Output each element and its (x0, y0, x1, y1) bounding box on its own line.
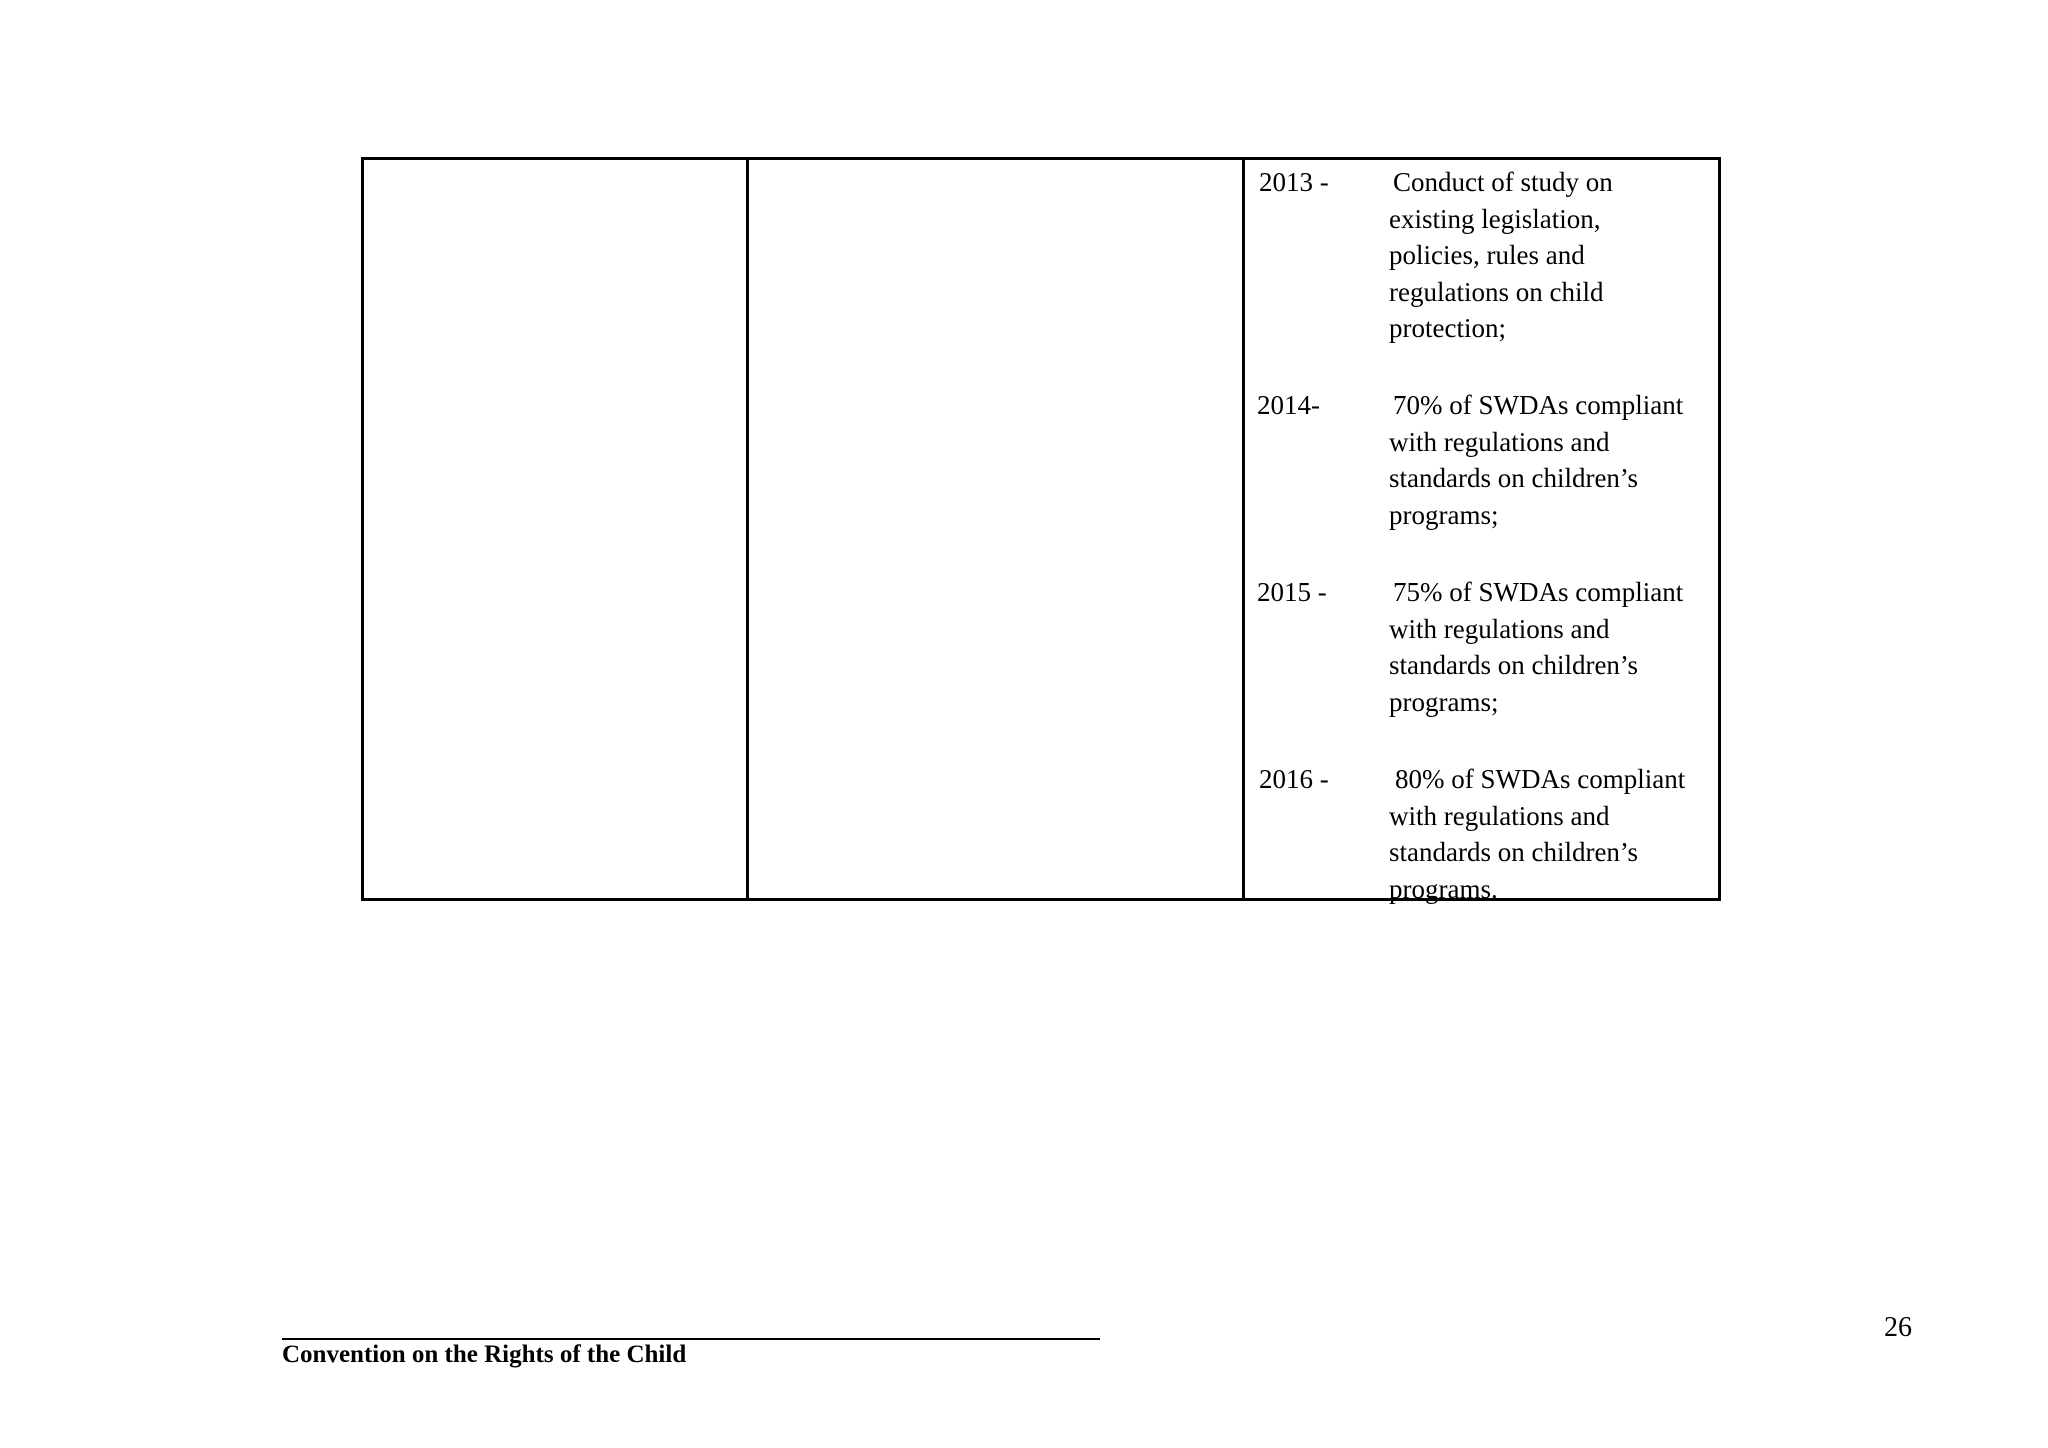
targets-cell (1245, 160, 1718, 904)
target-line: Conduct of study on (1393, 167, 1613, 197)
footer-rule (282, 1338, 1100, 1340)
target-line: 75% of SWDAs compliant (1393, 577, 1684, 607)
target-line: programs; (1389, 686, 1499, 717)
target-line: programs; (1389, 499, 1499, 530)
target-line: programs. (1389, 873, 1498, 904)
target-line: with regulations and (1389, 800, 1610, 831)
targets-table (361, 157, 1721, 904)
table-cell-empty-1 (364, 160, 746, 898)
target-line: existing legislation, (1389, 203, 1601, 234)
target-line: 80% of SWDAs compliant (1395, 764, 1686, 794)
target-line: standards on children’s (1389, 463, 1638, 493)
target-line: regulations on child (1389, 276, 1604, 307)
target-year: 2013 - (1259, 167, 1329, 197)
table-cell-empty-2 (749, 160, 1242, 898)
target-line: with regulations and (1389, 426, 1610, 457)
page-number: 26 (1884, 1312, 1912, 1343)
target-year: 2014- (1257, 390, 1320, 420)
target-year: 2016 - (1259, 764, 1329, 794)
target-line: with regulations and (1389, 613, 1610, 644)
target-year: 2015 - (1257, 577, 1327, 607)
target-line: policies, rules and (1389, 240, 1585, 270)
target-line: standards on children’s (1389, 650, 1638, 680)
target-description (1389, 164, 1709, 347)
target-description (1389, 761, 1709, 907)
target-line: standards on children’s (1389, 837, 1638, 867)
footer-title: Convention on the Rights of the Child (282, 1341, 687, 1368)
target-line: protection; (1389, 313, 1506, 343)
target-description (1389, 574, 1709, 720)
target-description (1389, 387, 1709, 533)
target-line: 70% of SWDAs compliant (1393, 390, 1684, 420)
